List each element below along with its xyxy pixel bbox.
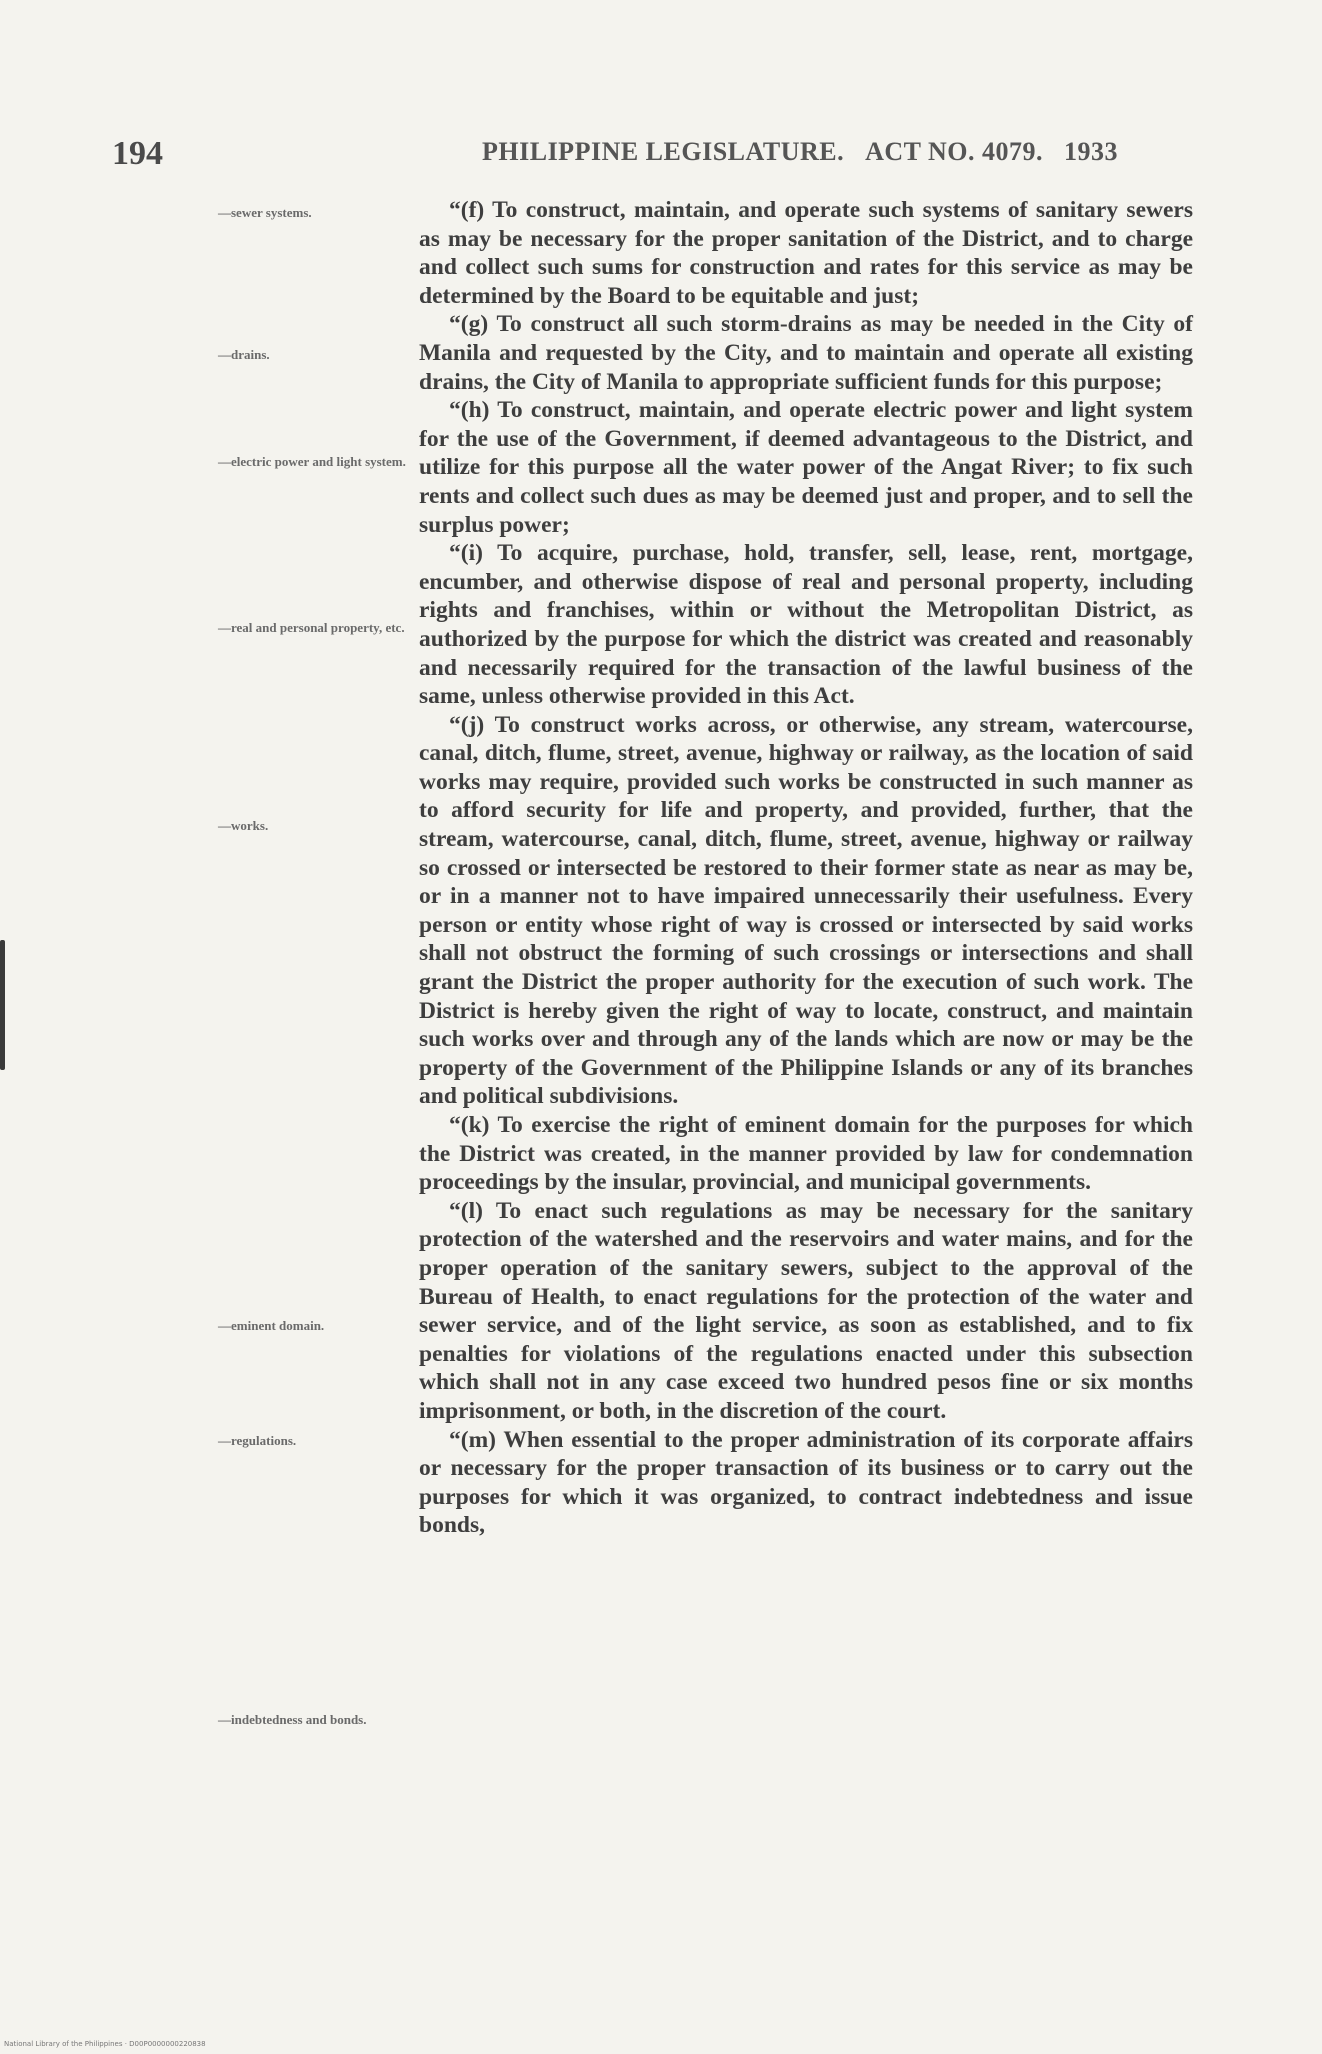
running-head-year: 1933: [1064, 137, 1119, 166]
paragraph-j: “(j) To construct works across, or otherwise, any stream, watercourse, canal, ditch, flume, street, avenue, highway or railway, as the location of said works may require, provided such works be constructed in such manner as to afford security for life and property, and provided, further, that the stream, watercourse, canal, ditch, flume, street, avenue, highway or railway so crossed or intersected be restored to their former state as near as may be, or in a manner not to have impaired unnecessarily their usefulness. Every person or entity whose right of way is crossed or intersected by said works shall not obstruct the forming of such crossings or intersections and shall grant the District the proper authority for the execution of such work. The District is hereby given the right of way to locate, construct, and maintain such works over and through any of the lands which are now or may be the property of the Government of the Philippine Islands or any of its branches and political subdivisions.: [419, 711, 1193, 1110]
paragraph-f: “(f) To construct, maintain, and operate such systems of sanitary sewers as may be necessary for the proper sanitation of the District, and to charge and collect such sums for construction and rates for this service as may be determined by the Board to be equitable and just;: [419, 197, 1193, 309]
running-head: [482, 137, 1118, 167]
scan-edge-shadow: [0, 940, 5, 1070]
scan-footer: National Library of the Philippines · D00P0000000220838: [4, 2040, 206, 2048]
margin-note-indebtedness: —indebtedness and bonds.: [218, 1712, 367, 1727]
paragraph-i: “(i) To acquire, purchase, hold, transfer, sell, lease, rent, mortgage, encumber, and otherwise dispose of real and personal property, including rights and franchises, within or without the Metropolitan District, as authorized by the purpose for which the district was created and reasonably and necessarily required for the transaction of the lawful business of the same, unless otherwise provided in this Act.: [419, 540, 1193, 710]
margin-note-electric: —electric power and light system.: [218, 454, 406, 469]
body-text: [419, 196, 1193, 1540]
paragraph-h: “(h) To construct, maintain, and operate electric power and light system for the use of the Government, if deemed advantageous to the District, and utilize for this purpose all the water power of the Angat River; to fix such rents and collect such dues as may be deemed just and proper, and to sell the surplus power;: [419, 397, 1193, 538]
paragraph-l: “(l) To enact such regulations as may be necessary for the sanitary protection of the watershed and the reservoirs and water mains, and for the proper operation of the sanitary sewers, subject to the approval of the Bureau of Health, to enact regulations for the protection of the water and sewer service, and of the light service, as soon as established, and to fix penalties for violations of the regulations enacted under this subsection which shall not in any case exceed two hundred pesos fine or six months imprisonment, or both, in the discretion of the court.: [419, 1197, 1193, 1424]
margin-note-eminent-domain: —eminent domain.: [218, 1318, 325, 1333]
margin-note-property: —real and personal property, etc.: [218, 620, 405, 635]
margin-note-sewer: —sewer systems.: [218, 205, 312, 220]
running-head-act: ACT NO. 4079.: [865, 137, 1044, 166]
running-head-title: PHILIPPINE LEGISLATURE.: [482, 137, 845, 166]
paragraph-k: “(k) To exercise the right of eminent domain for the purposes for which the District was created, in the manner provided by law for condemnation proceedings by the insular, provincial, and municipal governments.: [419, 1112, 1193, 1196]
margin-note-works: —works.: [218, 818, 269, 833]
page-number: 194: [112, 135, 163, 172]
paragraph-m: “(m) When essential to the proper administration of its corporate affairs or necessary for the proper transaction of its business or to carry out the purposes for which it was organized, to contract indebtedness and issue bonds,: [419, 1426, 1193, 1539]
paragraph-g: “(g) To construct all such storm-drains as may be needed in the City of Manila and requested by the City, and to maintain and operate all existing drains, the City of Manila to appropriate sufficient funds for this purpose;: [419, 311, 1193, 395]
margin-note-regulations: —regulations.: [218, 1433, 297, 1448]
margin-note-drains: —drains.: [218, 347, 270, 362]
